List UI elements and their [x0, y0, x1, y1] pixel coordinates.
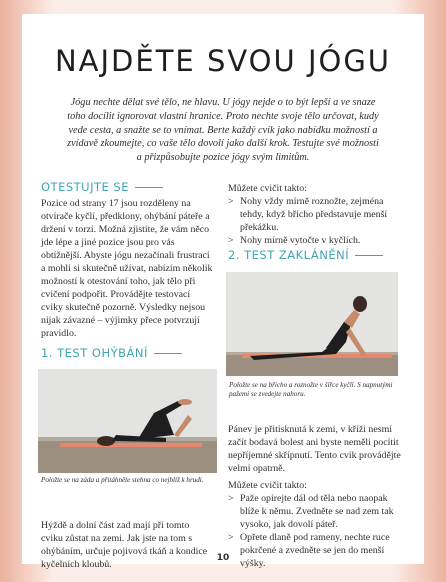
test2-lead: Můžete cvičit takto: — [228, 480, 307, 491]
section-heading-text: OTESTUJTE SE — [41, 180, 129, 194]
main-paragraph: Pozice od strany 17 jsou rozděleny na otvírače kyčlí, předklony, ohýbání páteře a držení v torzi. Možná zjistíte, že vám něco jde lépe a jiné pozice jsou pro vás obtížnější. Abyste jógu nezačínali frustrací a mohli si skutečně užívat, nabízím několik možností k otestování toho, jak tělo při cvičení podpořit. Provádějte testovací cviky skutečně pozorně. Výsledky nejsou nijak závazné – výjimky přece potvrzují pravidlo. — [41, 198, 213, 339]
test1-heading-text: 1. TEST OHÝBÁNÍ — [41, 346, 148, 360]
test2-paragraph: Pánev je přitisknutá k zemi, v kříži nesmí začít bodavá bolest ani byste neměli pocítit nepříjemné skřípnutí. Tento cvik provádějte velmi opatrně. — [228, 424, 401, 474]
list-item: > Opřete dlaně pod rameny, nechte ruce pokrčené a zvedněte se jen do menší výšky. — [228, 531, 408, 570]
caption-test2: Položte se na břicho a roznožte v šířce kyčlí. S napnutými pažemi se zvedejte nahoru. — [229, 381, 393, 399]
main-paragraph-block — [41, 197, 213, 340]
caption-test1: Položte se na záda a přitáhněte stehna co nejblíž k hrudi. — [41, 476, 204, 484]
test1-paragraph: Hýždě a dolní část zad mají při tomto cviku zůstat na zemi. Jak jste na tom s ohýbáním, určuje pojivová tkáň a kondice kyčelních kloubů. — [41, 520, 208, 570]
section-heading-otestujte — [41, 180, 163, 194]
heading-rule — [135, 187, 163, 188]
heading-rule — [154, 353, 182, 354]
section-heading-test2 — [228, 248, 383, 262]
page-number: 10 — [216, 553, 230, 563]
right-top-block — [228, 182, 408, 247]
section-heading-test1 — [41, 346, 182, 360]
right-top-lead: Můžete cvičit takto: — [228, 183, 307, 194]
test2-paragraph-block — [228, 423, 408, 475]
list-item: > Nohy vždy mírně roznožte, zejména tehdy, když břicho představuje menší překážku. — [228, 195, 408, 234]
list-item: > Paže opírejte dál od těla nebo naopak blíže k němu. Zvedněte se nad zem tak vysoko, jak dovolí páteř. — [228, 492, 408, 531]
right-top-list — [228, 195, 408, 247]
page — [22, 14, 424, 570]
yoga-cobra-illustration — [226, 272, 398, 376]
yoga-lying-knees-illustration — [38, 369, 217, 473]
test1-paragraph-block — [41, 519, 213, 571]
heading-rule — [355, 255, 383, 256]
intro-text: Jógu nechte dělat své tělo, ne hlavu. U jógy nejde o to být lepší a ve snaze toho docílit ignorovat vlastní hranice. Proto nechte svoje tělo určovat, kudy vede cesta, a snažte se to vnímat. Berte každý cvik jako nabídku možností a zvídavě zkoumejte, co vaše tělo dovolí jako další krok. Testujte své možnosti a přizpůsobujte pozice jógy svým limitům. — [67, 97, 379, 164]
page-title: NAJDĚTE SVOU JÓGU — [54, 44, 392, 78]
test2-heading-text: 2. TEST ZAKLÁNĚNÍ — [228, 248, 350, 262]
photo-test1 — [38, 369, 217, 473]
list-item: > Nohy mírně vytočte v kyčlích. — [228, 234, 408, 247]
photo-test2 — [226, 272, 398, 376]
